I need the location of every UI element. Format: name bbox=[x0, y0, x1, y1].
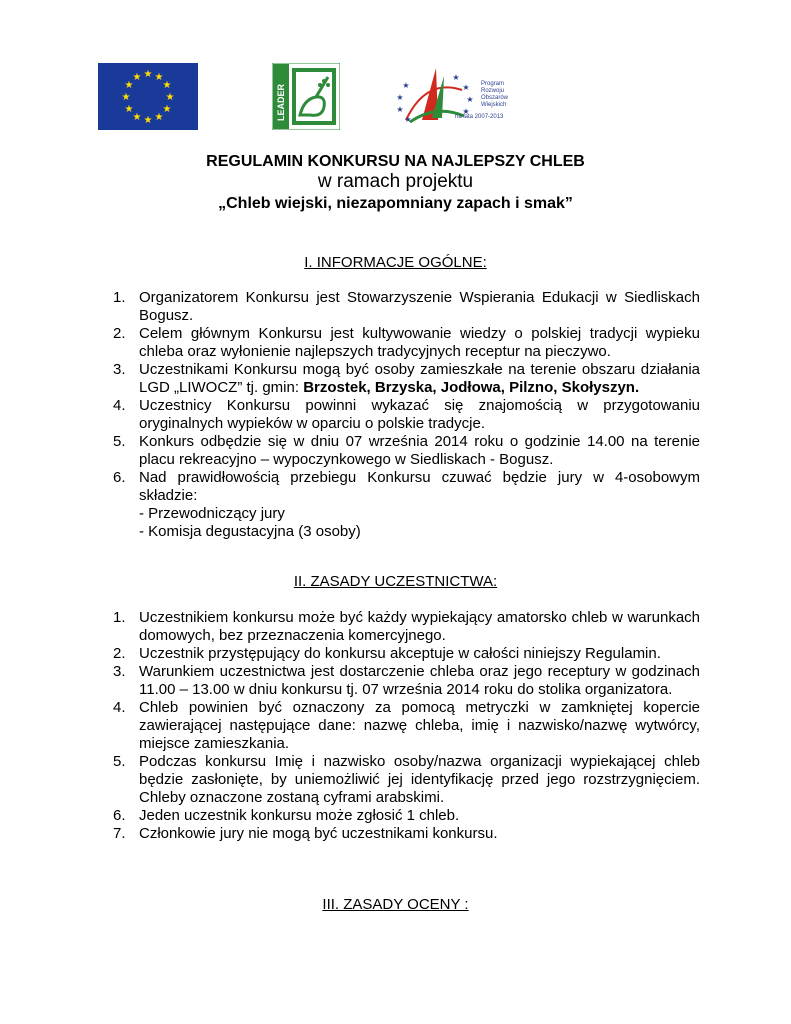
list-item bbox=[113, 807, 700, 825]
document-title: REGULAMIN KONKURSU NA NAJLEPSZY CHLEB bbox=[206, 153, 585, 170]
list-item-number: 3. bbox=[113, 663, 126, 680]
list-item-text: Celem głównym Konkursu jest kultywowanie wiedzy o polskiej tradycji wypieku chleba oraz wyłonienie najlepszych tradycyjnych receptur na pieczywo. bbox=[139, 325, 700, 360]
svg-text:★: ★ bbox=[162, 104, 172, 115]
list-item bbox=[113, 825, 700, 843]
prow-line-1: Program bbox=[481, 81, 505, 87]
list-item-text: Konkurs odbędzie się w dniu 07 września 2014 roku o godzinie 14.00 na terenie placu rekreacyjno – wypoczynkowego w Siedliskach - Bogusz. bbox=[139, 433, 700, 468]
svg-text:★: ★ bbox=[132, 112, 142, 123]
list-item-number: 6. bbox=[113, 469, 126, 486]
list-item-text: Uczestnikami Konkursu mogą być osoby zamieszkałe na terenie obszaru działania LGD „LIWOCZ” tj. gmin: bbox=[139, 361, 700, 396]
svg-text:★: ★ bbox=[466, 95, 474, 104]
prow-emblem-icon bbox=[392, 60, 482, 132]
list-item-text: Uczestnik przystępujący do konkursu akceptuje w całości niniejszy Regulamin. bbox=[139, 645, 661, 662]
list-item-number: 4. bbox=[113, 699, 126, 716]
list-item-text: Członkowie jury nie mogą być uczestnikami konkursu. bbox=[139, 825, 498, 842]
svg-text:★: ★ bbox=[462, 83, 470, 92]
svg-text:★: ★ bbox=[154, 72, 164, 83]
list-item-text: Warunkiem uczestnictwa jest dostarczenie chleba oraz jego receptury w godzinach 11.00 – 13.00 w dniu konkursu tj. 07 września 2014 roku do stolika organizatora. bbox=[139, 663, 700, 698]
list-item-text: Uczestnikiem konkursu może być każdy wypiekający amatorsko chleb w warunkach domowych, bez przeznaczenia komercyjnego. bbox=[139, 609, 700, 644]
list-item-number: 7. bbox=[113, 825, 126, 842]
document-subtitle: w ramach projektu bbox=[317, 171, 474, 192]
list-item-number: 3. bbox=[113, 361, 126, 378]
list-item bbox=[113, 663, 700, 699]
svg-text:★: ★ bbox=[143, 69, 153, 80]
svg-text:★: ★ bbox=[124, 104, 134, 115]
svg-text:★: ★ bbox=[402, 81, 410, 90]
prow-program-text bbox=[481, 81, 508, 109]
svg-text:★: ★ bbox=[452, 73, 460, 82]
svg-text:★: ★ bbox=[165, 92, 175, 103]
section-heading-3: III. ZASADY OCENY : bbox=[322, 896, 469, 913]
svg-text:★: ★ bbox=[462, 107, 470, 116]
section-heading-1: I. INFORMACJE OGÓLNE: bbox=[304, 254, 487, 271]
list-item bbox=[113, 645, 700, 663]
list-item-number: 4. bbox=[113, 397, 126, 414]
svg-text:★: ★ bbox=[132, 72, 142, 83]
section-1-list bbox=[113, 289, 700, 541]
leader-logo bbox=[272, 63, 340, 130]
list-item-number: 1. bbox=[113, 289, 126, 306]
prow-logo bbox=[392, 60, 522, 132]
list-item-number: 5. bbox=[113, 753, 126, 770]
jury-member-commission: - Komisja degustacyjna (3 osoby) bbox=[139, 523, 361, 540]
prow-line-4: Wiejskich bbox=[481, 102, 507, 108]
list-item bbox=[113, 397, 700, 433]
list-item-text: Nad prawidłowością przebiegu Konkursu czuwać będzie jury w 4-osobowym składzie: bbox=[139, 469, 700, 504]
list-item-number: 2. bbox=[113, 325, 126, 342]
list-item bbox=[113, 699, 700, 753]
list-item bbox=[113, 433, 700, 469]
svg-text:★: ★ bbox=[404, 115, 412, 124]
prow-line-2: Rozwoju bbox=[481, 88, 505, 94]
svg-text:★: ★ bbox=[396, 105, 404, 114]
prow-years-text: na lata 2007-2013 bbox=[455, 114, 504, 120]
list-item bbox=[113, 753, 700, 807]
list-item bbox=[113, 469, 700, 541]
list-item bbox=[113, 609, 700, 645]
svg-text:★: ★ bbox=[396, 93, 404, 102]
prow-line-3: Obszarów bbox=[481, 95, 509, 101]
list-item-number: 2. bbox=[113, 645, 126, 662]
logo-bar bbox=[0, 60, 791, 135]
list-item-text: Organizatorem Konkursu jest Stowarzyszenie Wspierania Edukacji w Siedliskach Bogusz. bbox=[139, 289, 700, 324]
list-item bbox=[113, 325, 700, 361]
list-item-number: 1. bbox=[113, 609, 126, 626]
title-block bbox=[0, 152, 791, 214]
svg-text:★: ★ bbox=[121, 92, 131, 103]
list-item bbox=[113, 361, 700, 397]
jury-member-chair: - Przewodniczący jury bbox=[139, 505, 285, 522]
list-item-bold-text: Brzostek, Brzyska, Jodłowa, Pilzno, Skołyszyn. bbox=[303, 379, 640, 396]
list-item-text: Uczestnicy Konkursu powinni wykazać się znajomością w przygotowaniu oryginalnych wypieków w oparciu o polskie tradycje. bbox=[139, 397, 700, 432]
list-item-number: 5. bbox=[113, 433, 126, 450]
list-item bbox=[113, 289, 700, 325]
project-name: „Chleb wiejski, niezapomniany zapach i smak” bbox=[218, 195, 573, 212]
svg-text:★: ★ bbox=[124, 80, 134, 91]
list-item-number: 6. bbox=[113, 807, 126, 824]
eu-flag-logo bbox=[98, 63, 198, 130]
eu-stars-icon bbox=[98, 63, 198, 130]
svg-text:★: ★ bbox=[154, 112, 164, 123]
section-2-list bbox=[113, 609, 700, 843]
list-item-text: Podczas konkursu Imię i nazwisko osoby/nazwa organizacji wypiekającej chleb będzie zasłonięte, by uniemożliwić jej identyfikację przed jego rozstrzygnięciem. Chleby oznaczone zostaną cyframi arabskimi. bbox=[139, 753, 700, 806]
svg-text:★: ★ bbox=[143, 115, 153, 126]
list-item-text: Chleb powinien być oznaczony za pomocą metryczki w zamkniętej kopercie zawierającej następujące dane: nazwę chleba, imię i nazwisko/nazwę wytwórcy, miejsce zamieszkania. bbox=[139, 699, 700, 752]
leader-text: LEADER bbox=[276, 83, 286, 121]
svg-text:★: ★ bbox=[162, 80, 172, 91]
list-item-text: Jeden uczestnik konkursu może zgłosić 1 chleb. bbox=[139, 807, 460, 824]
section-heading-2: II. ZASADY UCZESTNICTWA: bbox=[293, 573, 498, 590]
